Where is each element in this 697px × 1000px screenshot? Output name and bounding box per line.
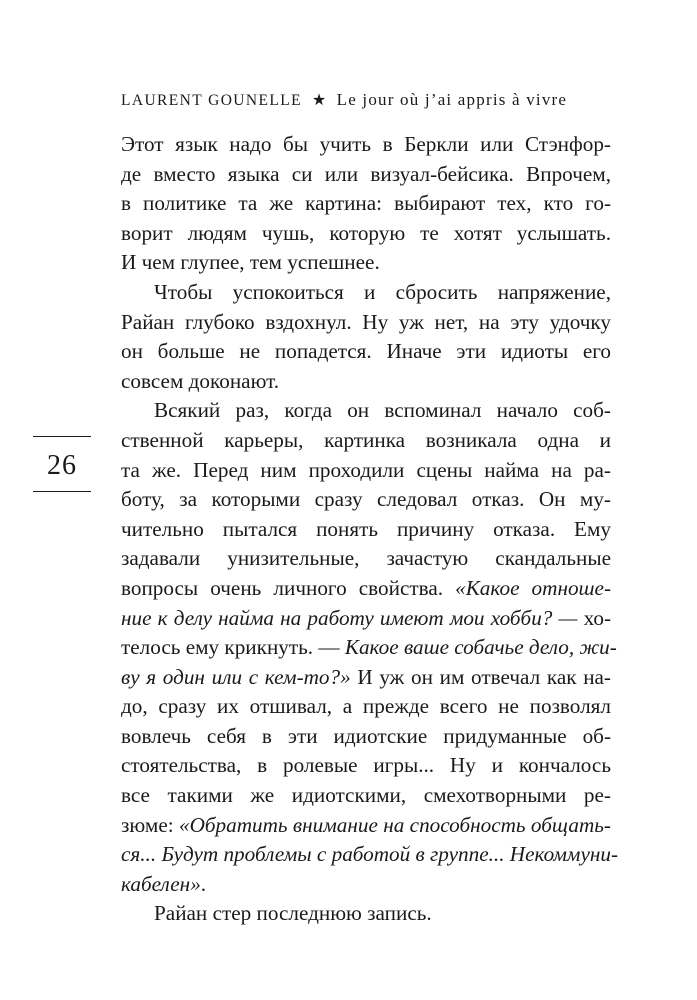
header-author: LAURENT GOUNELLE [121, 92, 302, 109]
text-line: стоятельства, в ролевые игры... Ну и кончалось [121, 753, 611, 778]
page-number-bottom-rule [33, 491, 91, 492]
text-line: вопросы очень личного свойства. «Какое отноше- [121, 575, 611, 600]
text-line: совсем доконают. [121, 368, 280, 393]
text-line: Этот язык надо бы учить в Беркли или Стэнфор- [121, 132, 611, 156]
text-line: та же. Перед ним проходили сцены найма на ра- [121, 457, 611, 482]
text-line: все такими же идиотскими, смехотворными ре- [121, 783, 611, 808]
text-line: ственной карьеры, картинка возникала одна и [121, 427, 611, 452]
text-line: ние к делу найма на работу имеют мои хобби? — хо- [121, 605, 611, 630]
text-line: чительно пытался понять причину отказа. Ему [121, 516, 611, 541]
text-line: до, сразу их отшивал, а прежде всего не позволял [121, 694, 611, 719]
text-line: ву я один или с кем-то?» И уж он им отвечал как на- [121, 664, 611, 689]
text-line: Райан стер последнюю запись. [154, 901, 432, 926]
body-text [121, 130, 619, 929]
text-line: зюме: «Обратить внимание на способность общать- [121, 812, 611, 837]
text-line: ворит людям чушь, которую те хотят услышать. [121, 220, 611, 245]
text-line: кабелен». [121, 871, 207, 896]
text-line: ся... Будут проблемы с работой в группе... Некоммуни- [121, 842, 619, 867]
star-icon: ★ [311, 92, 327, 109]
text-line: И чем глупее, тем успешнее. [121, 250, 380, 275]
running-header [121, 90, 611, 110]
text-line: вовлечь себя в эти идиотские придуманные об- [121, 723, 611, 748]
text-line: Всякий раз, когда он вспоминал начало соб- [154, 398, 611, 423]
page-number-block [33, 436, 91, 492]
header-book-title: Le jour où j’ai appris à vivre [336, 90, 568, 109]
text-line: задавали унизительные, зачастую скандальные [121, 546, 611, 571]
text-line: в политике та же картина: выбирают тех, кто го- [121, 191, 611, 216]
text-line: боту, за которыми сразу следовал отказ. Он му- [121, 487, 611, 512]
text-line: Чтобы успокоиться и сбросить напряжение, [154, 279, 611, 304]
text-line: Райан глубоко вздохнул. Ну уж нет, на эту удочку [121, 309, 611, 334]
page-number: 26 [47, 450, 77, 481]
text-line: телось ему крикнуть. — Какое ваше собачье дело, жи- [121, 635, 617, 660]
text-line: он больше не попадется. Иначе эти идиоты его [121, 339, 611, 364]
text-line: де вместо языка си или визуал-бейсика. Впрочем, [121, 161, 611, 186]
